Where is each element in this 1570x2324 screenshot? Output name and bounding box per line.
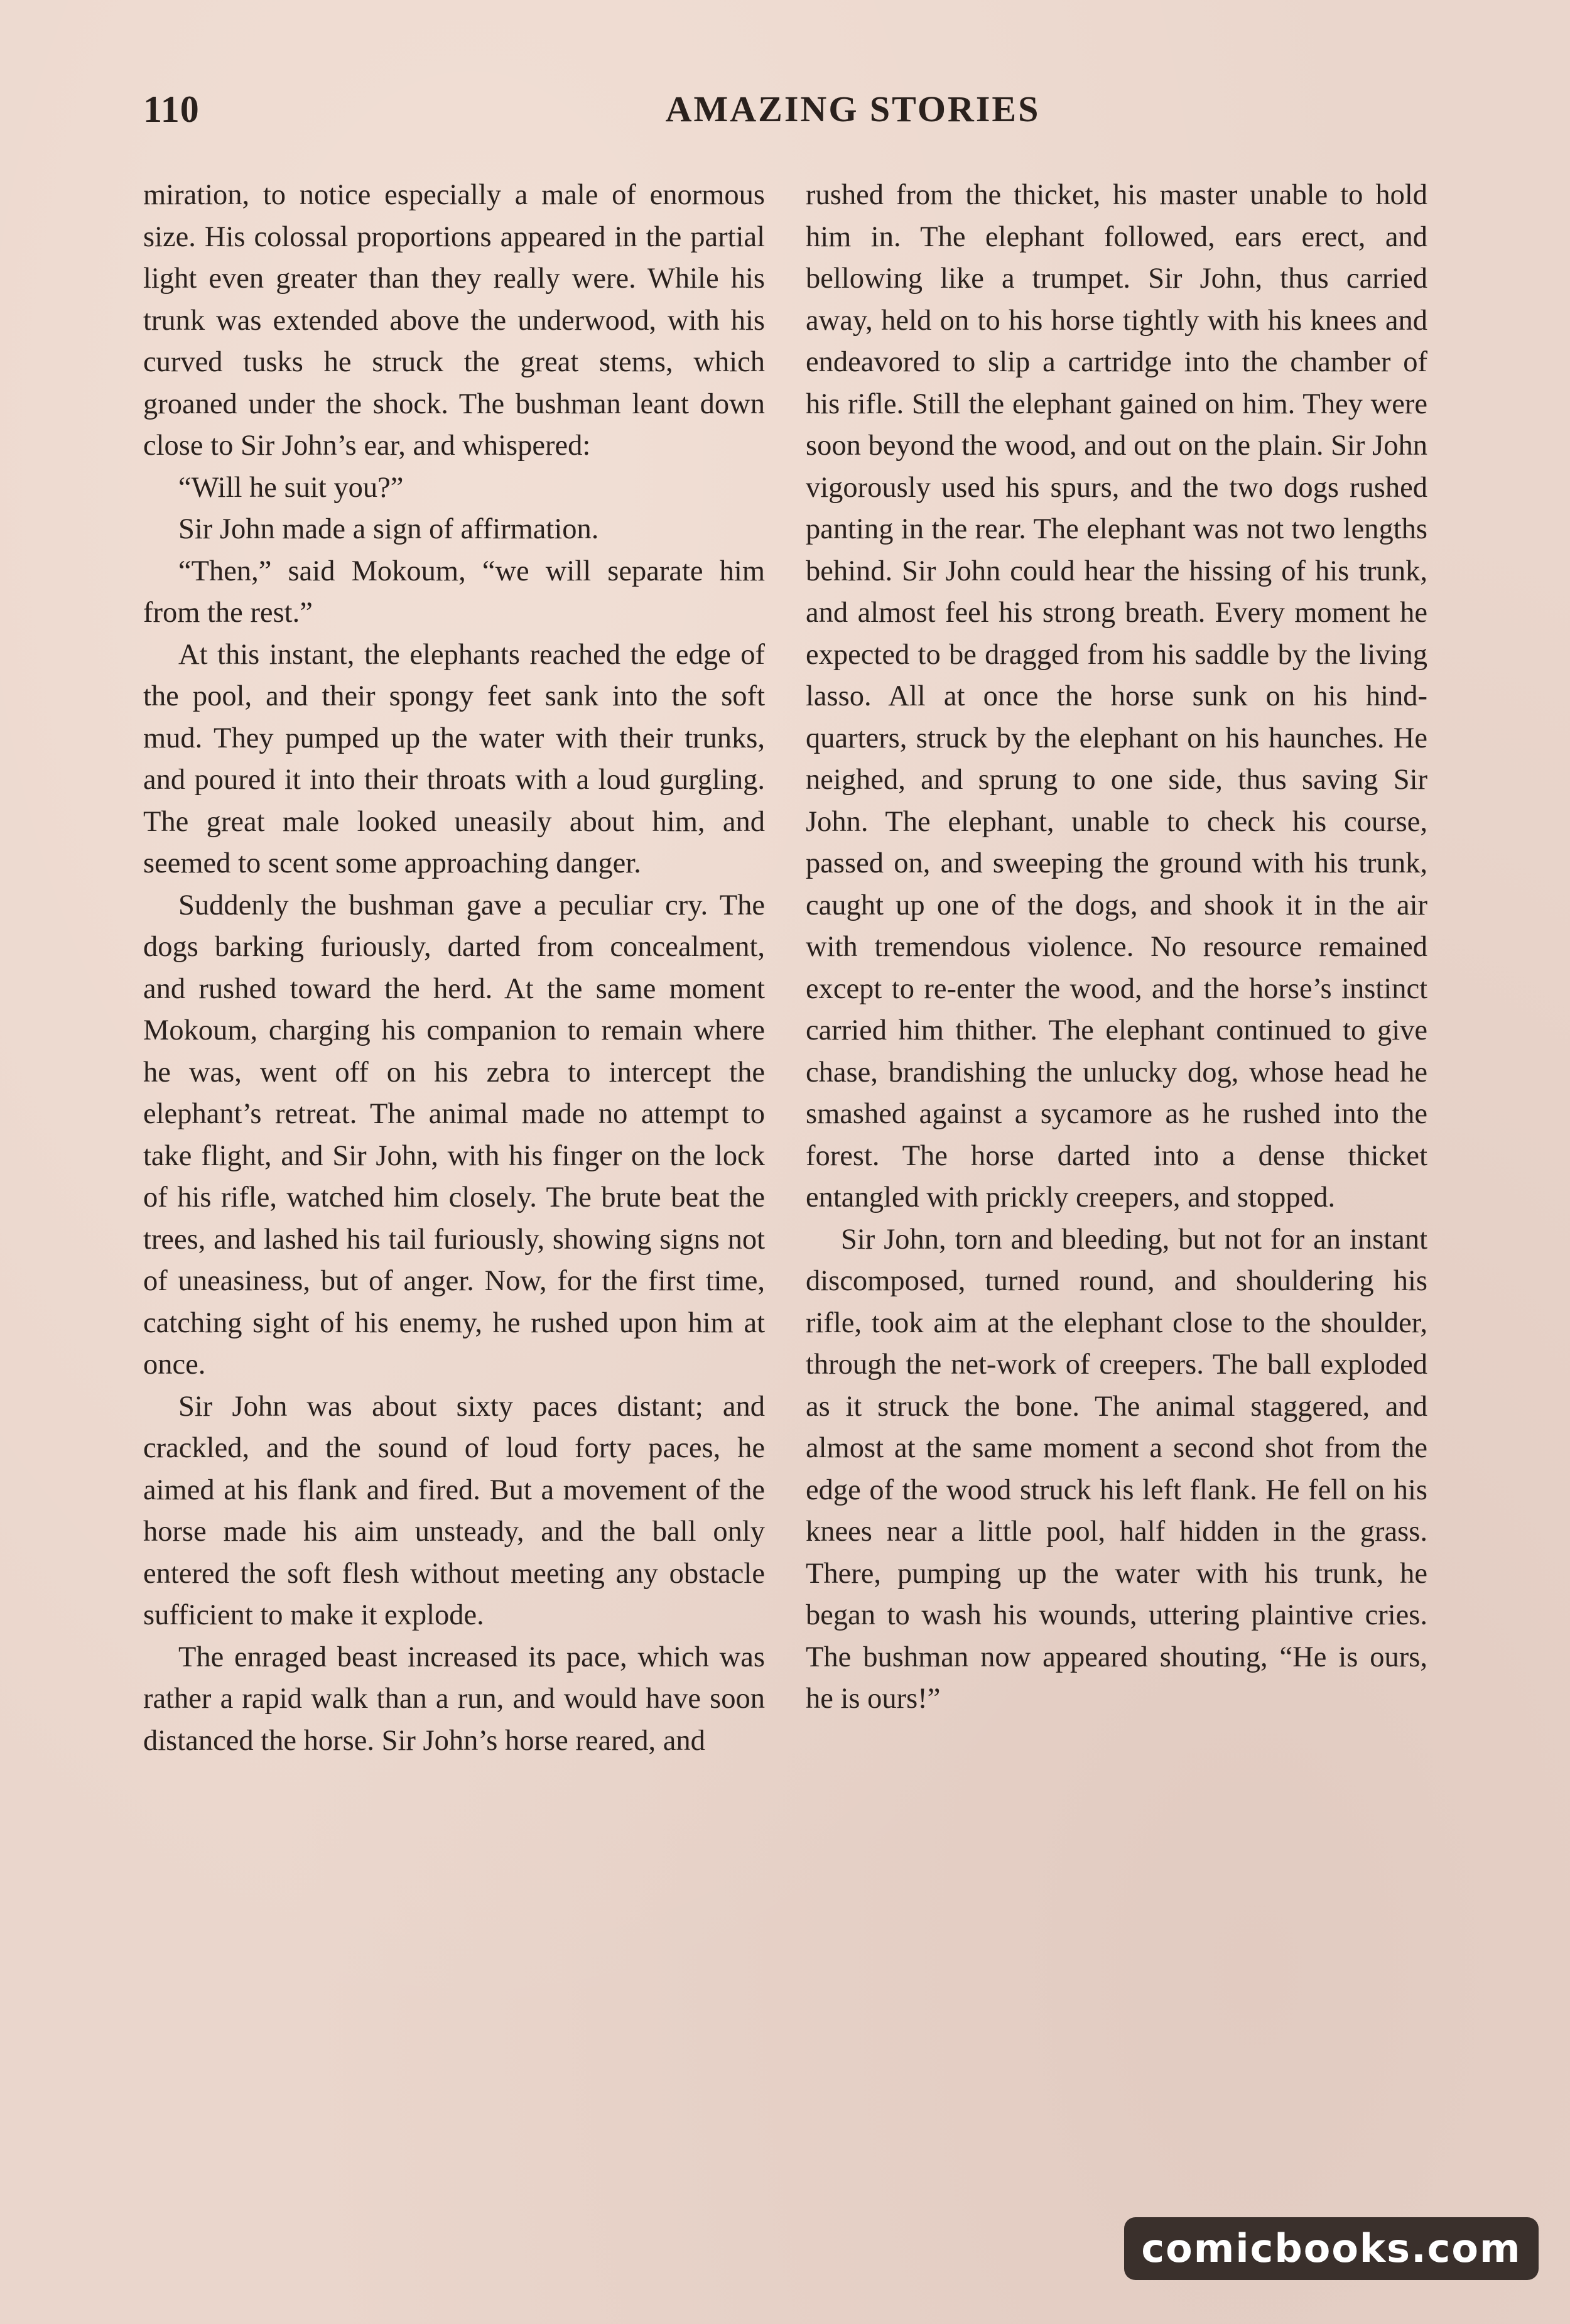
page-number: 110: [143, 89, 200, 130]
paragraph: “Will he suit you?”: [178, 471, 404, 504]
paragraph: Suddenly the bushman gave a peculiar cry. The dogs barking furiously, darted from concealment, and rushed toward the herd. At the same moment Mokoum, charging his companion to remain where he was, went off on his zebra to intercept the elephant’s retreat. The animal made no attempt to take flight, and Sir John, with his finger on the lock of his rifle, watched him closely. The brute beat the trees, and lashed his tail furiously, showing signs not of uneasiness, but of anger. Now, for the first time, catching sight of his enemy, he rushed upon him at once.: [143, 889, 765, 1381]
watermark-logo: comicbooks.com: [1124, 2217, 1539, 2280]
running-title: AMAZING STORIES: [665, 89, 1041, 129]
paragraph: Sir John, torn and bleeding, but not for an instant discomposed, turned round, and shouldering his rifle, took aim at the elephant close to the shoulder, through the net-work of creepers. The ball exploded as it struck the bone. The animal staggered, and almost at the same moment a second shot from the edge of the wood struck his left flank. He fell on his knees near a little pool, half hidden in the grass. There, pumping up the water with his trunk, he began to wash his wounds, uttering plaintive cries. The bushman now appeared shouting, “He is ours, he is ours!”: [806, 1223, 1427, 1715]
right-column: [806, 175, 1427, 1720]
paragraph: The enraged beast increased its pace, which was rather a rapid walk than a run, and would have soon distanced the horse. Sir John’s horse reared, and: [143, 1641, 765, 1757]
paragraph: miration, to notice especially a male of enormous size. His colossal proportions appeared in the partial light even greater than they really were. While his trunk was extended above the underwood, with his curved tusks he struck the great stems, which groaned under the shock. The bushman leant down close to Sir John’s ear, and whispered:: [143, 179, 765, 462]
left-column: [143, 175, 765, 1762]
page-header: [143, 88, 1431, 144]
paragraph: Sir John was about sixty paces distant; and crackled, and the sound of loud forty paces, he aimed at his flank and fired. But a movement of the horse made his aim unsteady, and the ball only entered the soft flesh without meeting any obstacle sufficient to make it explode.: [143, 1390, 765, 1631]
paragraph: “Then,” said Mokoum, “we will separate him from the rest.”: [143, 555, 765, 629]
paragraph: At this instant, the elephants reached the edge of the pool, and their spongy feet sank into the soft mud. They pumped up the water with their trunks, and poured it into their throats with a loud gurgling. The great male looked uneasily about him, and seemed to scent some approaching danger.: [143, 638, 765, 879]
paragraph: Sir John made a sign of affirmation.: [178, 513, 599, 545]
paragraph: rushed from the thicket, his master unable to hold him in. The elephant followed, ears erect, and bellowing like a trumpet. Sir John, thus carried away, held on to his horse tightly with his knees and endeavored to slip a cartridge into the chamber of his rifle. Still the elephant gained on him. They were soon beyond the wood, and out on the plain. Sir John vigorously used his spurs, and the two dogs rushed panting in the rear. The elephant was not two lengths behind. Sir John could hear the hissing of his trunk, and almost feel his strong breath. Every moment he expected to be dragged from his saddle by the living lasso. All at once the horse sunk on his hind-quarters, struck by the elephant on his haunches. He neighed, and sprung to one side, thus saving Sir John. The elephant, unable to check his course, passed on, and sweeping the ground with his trunk, caught up one of the dogs, and shook it in the air with tremendous violence. No resource remained except to re-enter the wood, and the horse’s instinct carried him thither. The elephant continued to give chase, brandishing the unlucky dog, whose head he smashed against a sycamore as he rushed into the forest. The horse darted into a dense thicket entangled with prickly creepers, and stopped.: [806, 179, 1427, 1214]
